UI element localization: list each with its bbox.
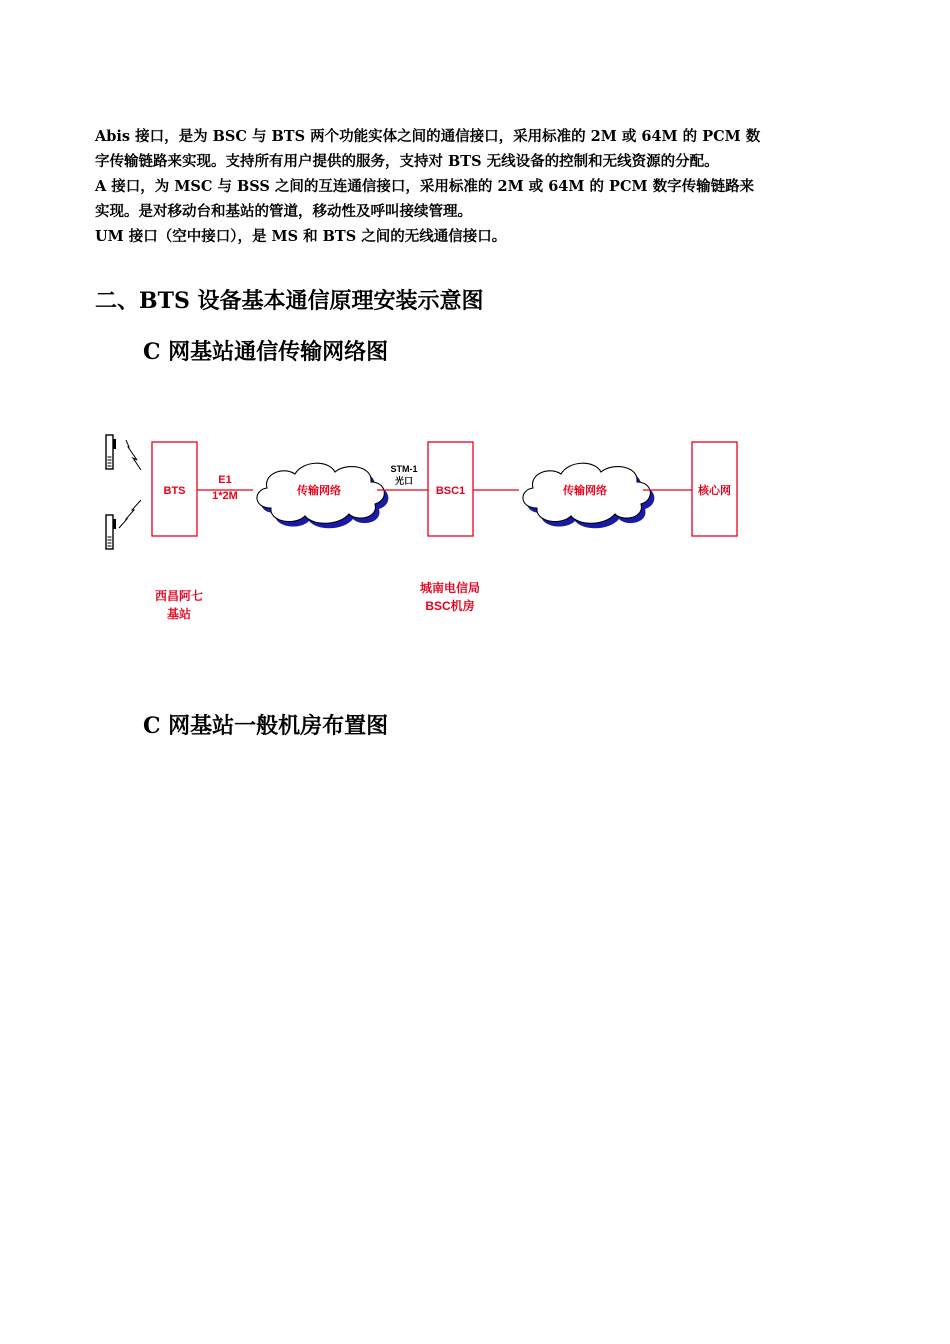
cloud-right-label: 传输网络 — [563, 485, 607, 497]
bsc-room-line-1: 城南电信局 — [419, 581, 481, 595]
site-name-line-2: 基站 — [166, 607, 192, 621]
core-network-label: 核心网 — [698, 485, 731, 497]
a-interface-line-2: 实现。是对移动台和基站的管道，移动性及呼叫接续管理。 — [95, 203, 472, 220]
subheading-room-layout: C 网基站一般机房布置图 — [143, 713, 389, 739]
abis-line-1: Abis 接口，是为 BSC 与 BTS 两个功能实体之间的通信接口，采用标准的 2M 或 64M 的 PCM 数 — [95, 128, 761, 145]
stm1-label: STM-1 — [390, 464, 418, 474]
subheading-network-diagram: C 网基站通信传输网络图 — [143, 339, 389, 365]
mobile-phone-icon — [106, 515, 116, 549]
site-name-line-1: 西昌阿七 — [154, 589, 204, 603]
section-heading: 二、BTS 设备基本通信原理安装示意图 — [95, 288, 484, 314]
cloud-left-label: 传输网络 — [297, 485, 341, 497]
bts-label: BTS — [163, 485, 186, 497]
optical-port-label: 光口 — [394, 476, 414, 486]
abis-line-2: 字传输链路来实现。支持所有用户提供的服务，支持对 BTS 无线设备的控制和无线资源的分配。 — [95, 153, 719, 170]
a-interface-line-1: A 接口，为 MSC 与 BSS 之间的互连通信接口，采用标准的 2M 或 64M 的 PCM 数字传输链路来 — [95, 178, 755, 195]
e1-rate-label: 1*2M — [212, 490, 238, 502]
e1-label: E1 — [218, 474, 232, 486]
network-diagram — [95, 420, 755, 635]
interface-description — [95, 124, 835, 249]
bsc-room-line-2: BSC机房 — [425, 599, 475, 613]
um-interface-line: UM 接口（空中接口），是 MS 和 BTS 之间的无线通信接口。 — [95, 228, 507, 245]
bsc-label: BSC1 — [435, 485, 466, 497]
radio-signal-icon — [126, 440, 141, 470]
mobile-phone-icon — [106, 435, 116, 469]
radio-signal-icon — [119, 500, 141, 528]
